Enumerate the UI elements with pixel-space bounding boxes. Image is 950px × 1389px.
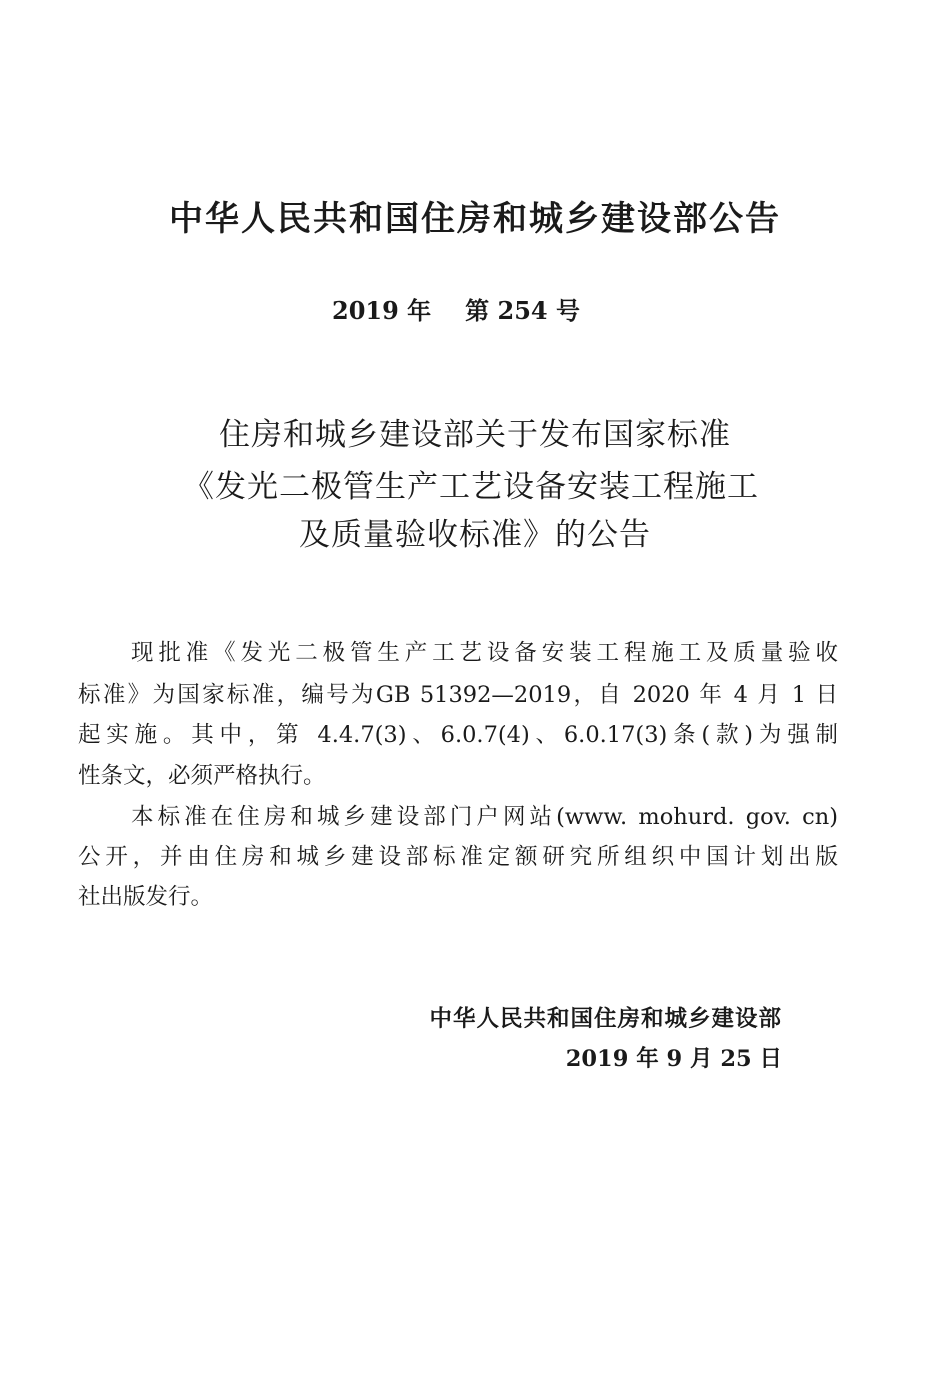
issue-no: 第 254 号: [465, 296, 580, 325]
paragraph-2-line-1: 本标准在住房和城乡建设部门户网站(www. mohurd. gov. cn): [131, 804, 838, 830]
paragraph-1-line-2: 标准》为国家标准，编号为GB 51392—2019，自 2020 年 4 月 1 日: [78, 682, 838, 708]
title-line-2: 《发光二极管生产工艺设备安装工程施工: [183, 469, 759, 505]
issue-year: 2019 年: [332, 296, 432, 325]
issue-number: [0, 293, 912, 329]
paragraph-1-line-4: 性条文，必须严格执行。: [78, 763, 326, 789]
title-line-3: 及质量验收标准》的公告: [299, 517, 651, 553]
signature-organization: 中华人民共和国住房和城乡建设部: [429, 1006, 782, 1032]
signature-date: 2019 年 9 月 25 日: [565, 1046, 782, 1072]
paragraph-2-line-2: 公开，并由住房和城乡建设部标准定额研究所组织中国计划出版: [78, 844, 838, 870]
paragraph-1-line-1: 现批准《发光二极管生产工艺设备安装工程施工及质量验收: [131, 640, 838, 666]
paragraph-1-line-3: 起实施。其中，第 4.4.7(3)、6.0.7(4)、6.0.17(3)条(款)为强制: [78, 722, 838, 748]
paragraph-2-line-3: 社出版发行。: [78, 884, 214, 910]
title-line-1: 住房和城乡建设部关于发布国家标准: [219, 417, 731, 453]
announcement-heading: 中华人民共和国住房和城乡建设部公告: [169, 199, 781, 239]
